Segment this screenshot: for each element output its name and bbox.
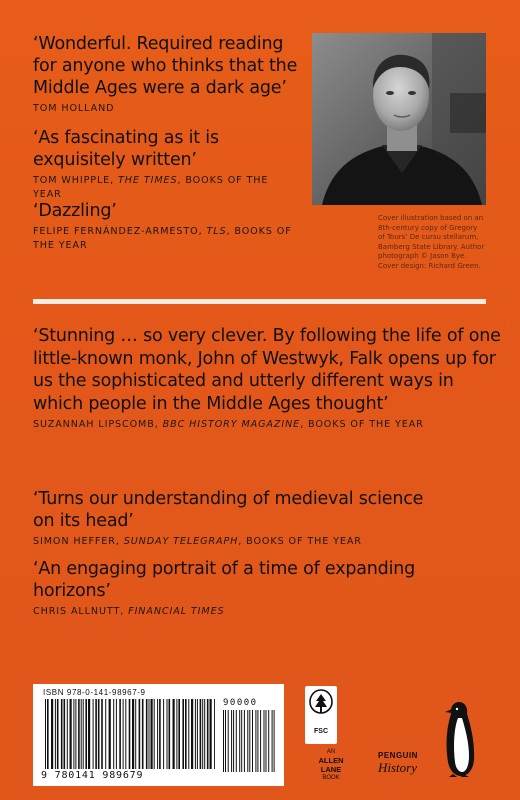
barcode-bar (151, 699, 153, 769)
barcode-bar (105, 699, 106, 769)
fsc-tree-icon (305, 686, 337, 728)
barcode-bar (88, 699, 90, 769)
quote-text: ‘Dazzling’ (33, 201, 117, 221)
barcode-bar (268, 710, 269, 772)
barcode-bar (109, 699, 111, 769)
barcode-bar (197, 699, 198, 769)
barcode-bars (45, 699, 215, 769)
barcode-bar (223, 710, 224, 772)
barcode-bar (83, 699, 84, 769)
barcode-bar (214, 699, 215, 769)
barcode-bar (225, 710, 226, 772)
barcode-bar (55, 699, 56, 769)
barcode-bar (135, 699, 136, 769)
barcode-bar (195, 699, 196, 769)
barcode-bar (98, 699, 100, 769)
barcode-bar (113, 699, 114, 769)
barcode-bar (167, 699, 168, 769)
quote-attribution: TOM HOLLAND (33, 103, 115, 114)
barcode-bar (257, 710, 258, 772)
barcode-addon-digits: 90000 (223, 698, 258, 708)
barcode-bar (252, 710, 253, 772)
quote-text: ‘As fascinating as it is exquisitely written’ (33, 128, 219, 170)
quote-text: ‘An engaging portrait of a time of expanding horizons’ (33, 559, 416, 601)
barcode-addon-bars (223, 710, 275, 772)
barcode-digits: 9 780141 989679 (41, 770, 144, 781)
barcode-bar (61, 699, 63, 769)
imprint-penguin: PENGUIN (378, 751, 418, 760)
fsc-logo (305, 686, 337, 744)
barcode-bar (78, 699, 80, 769)
barcode-bar (182, 699, 184, 769)
barcode-bar (204, 699, 205, 769)
barcode-bar (132, 699, 134, 769)
barcode-bar (191, 699, 193, 769)
review-quote-3 (33, 200, 293, 252)
quote-attribution: CHRIS ALLNUTT, FINANCIAL TIMES (33, 606, 225, 617)
barcode-bar (163, 699, 164, 769)
barcode-bar (51, 699, 53, 769)
quote-text: ‘Turns our understanding of medieval science on its head’ (33, 489, 424, 531)
barcode-bar (149, 699, 150, 769)
barcode-bar (173, 699, 175, 769)
review-quote-5 (33, 488, 433, 549)
barcode-bar (247, 710, 248, 772)
barcode-bar (249, 710, 250, 772)
barcode-bar (64, 699, 66, 769)
cover-credits-caption: Cover illustration based on an 8th-century copy of Gregory of Tours’ De cursu stellarum, Bamberg State Library. Author photograph © Jason Bye. Cover design: Richard Green. (378, 214, 485, 270)
barcode-bar (116, 699, 117, 769)
barcode-bar (101, 699, 103, 769)
barcode-bar (185, 699, 187, 769)
penguin-logo-icon (443, 700, 477, 778)
barcode-bar (70, 699, 72, 769)
barcode-bar (139, 699, 141, 769)
barcode-bar (85, 699, 87, 769)
barcode-bar (260, 710, 261, 772)
quote-attribution: SIMON HEFFER, SUNDAY TELEGRAPH, BOOKS OF THE YEAR (33, 536, 362, 547)
review-quote-4 (33, 325, 503, 432)
review-quote-1 (33, 33, 308, 116)
barcode-bar (123, 699, 124, 769)
barcode-bar (47, 699, 49, 769)
barcode-bar (255, 710, 256, 772)
barcode-bar (45, 699, 46, 769)
barcode-bar (154, 699, 155, 769)
allen-lane-logo: AN ALLEN LANE BOOK (318, 749, 344, 781)
barcode-bar (266, 710, 267, 772)
barcode-bar (176, 699, 177, 769)
barcode-bar (239, 710, 240, 772)
barcode-bar (95, 699, 97, 769)
barcode-bar (159, 699, 161, 769)
barcode-bar (207, 699, 209, 769)
isbn-barcode (33, 684, 284, 786)
barcode-bar (264, 710, 265, 772)
quote-text: ‘Stunning … so very clever. By following the life of one little-known monk, John of Westwyk, Falk opens up for us the sophisticated and utterly different ways in which people in the Middle Ages thought’ (33, 326, 501, 414)
barcode-bar (202, 699, 203, 769)
barcode-bar (244, 710, 245, 772)
barcode-bar (169, 699, 171, 769)
barcode-bar (119, 699, 121, 769)
barcode-bar (236, 710, 237, 772)
barcode-bar (228, 710, 229, 772)
barcode-bar (81, 699, 82, 769)
barcode-bar (178, 699, 180, 769)
barcode-bar (157, 699, 158, 769)
quote-attribution: TOM WHIPPLE, THE TIMES, BOOKS OF THE YEAR (33, 175, 269, 200)
barcode-bar (274, 710, 275, 772)
barcode-bar (67, 699, 68, 769)
quote-attribution: SUZANNAH LIPSCOMB, BBC HISTORY MAGAZINE, BOOKS OF THE YEAR (33, 419, 424, 430)
quote-text: ‘Wonderful. Required reading for anyone who thinks that the Middle Ages were a dark age’ (33, 34, 298, 98)
review-quote-6 (33, 558, 433, 619)
barcode-bar (73, 699, 74, 769)
barcode-bar (241, 710, 242, 772)
isbn-text: ISBN 978-0-141-98967-9 (43, 688, 146, 697)
fsc-label: FSC (314, 728, 328, 735)
barcode-bar (200, 699, 202, 769)
barcode-bar (57, 699, 59, 769)
quote-attribution: FELIPE FERNÁNDEZ-ARMESTO, TLS, BOOKS OF THE YEAR (33, 226, 292, 251)
barcode-bar (125, 699, 126, 769)
author-photo (312, 33, 486, 205)
imprint-history: History (378, 760, 417, 775)
barcode-bar (233, 710, 234, 772)
barcode-bar (210, 699, 212, 769)
barcode-bar (146, 699, 148, 769)
review-quote-2 (33, 127, 293, 201)
barcode-bar (142, 699, 144, 769)
barcode-bar (188, 699, 189, 769)
barcode-bar (272, 710, 273, 772)
barcode-bar (231, 710, 232, 772)
divider-rule (33, 299, 486, 304)
barcode-bar (93, 699, 94, 769)
barcode-bar (129, 699, 131, 769)
barcode-bar (75, 699, 76, 769)
